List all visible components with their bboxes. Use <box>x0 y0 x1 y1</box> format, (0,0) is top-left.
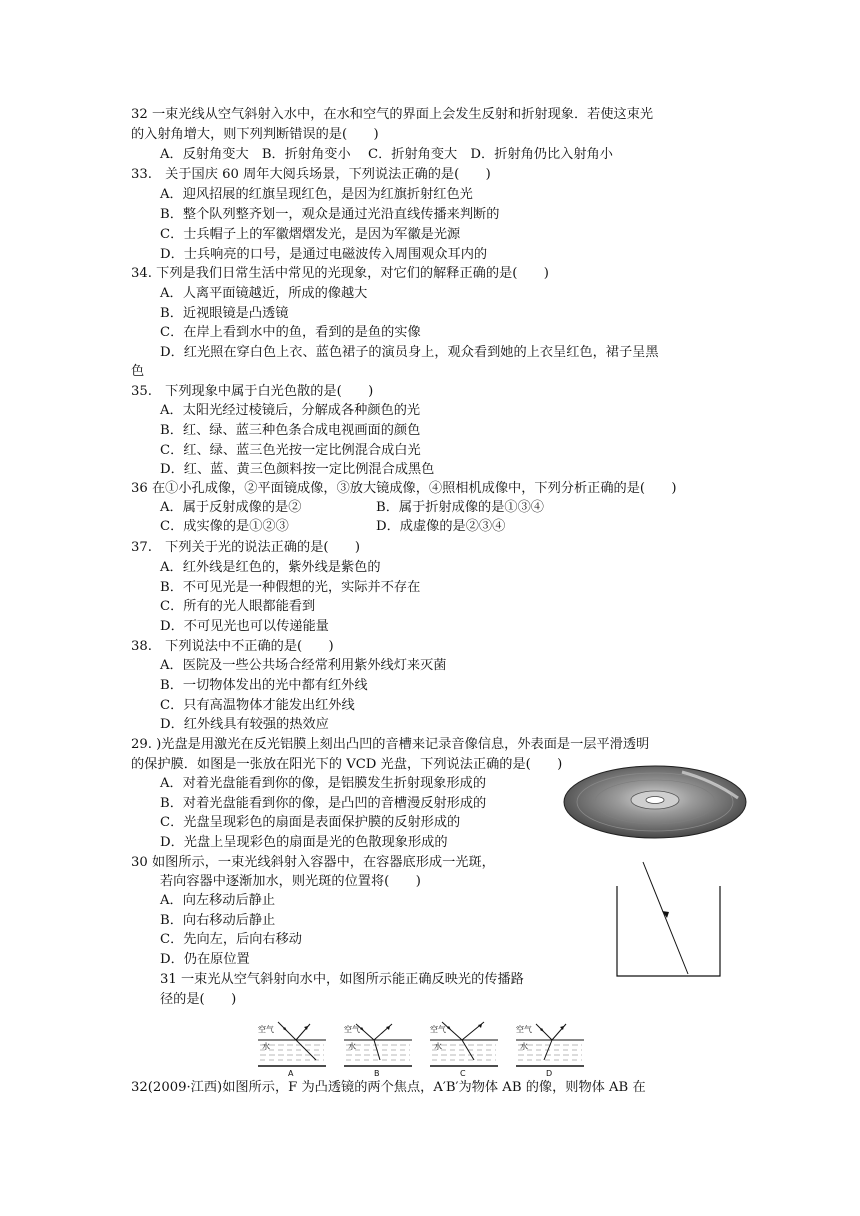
q30-option-b: B．向右移动后静止 <box>160 913 276 928</box>
q33-option-c: C．士兵帽子上的军徽熠熠发光，是因为军徽是光源 <box>160 227 461 242</box>
q30-option-c: C．先向左，后向右移动 <box>160 932 302 947</box>
q33-stem: 33. 关于国庆 60 周年大阅兵场景，下列说法正确的是( ) <box>131 167 491 182</box>
q36-option-a: A．属于反射成像的是② <box>160 500 302 515</box>
q29-option-b: B．对着光盘能看到你的像，是凸凹的音槽漫反射形成的 <box>160 796 487 811</box>
q34-option-b: B．近视眼镜是凸透镜 <box>160 306 289 321</box>
q37-stem: 37. 下列关于光的说法正确的是( ) <box>131 540 361 555</box>
q32a-line1: 32 一束光线从空气斜射入水中，在水和空气的界面上会发生反射和折射现象．若使这束光 <box>131 107 654 122</box>
q33-option-a: A．迎风招展的红旗呈现红色，是因为红旗折射红色光 <box>160 187 473 202</box>
q36-option-c: C．成实像的是①②③ <box>160 519 289 534</box>
q37-option-a: A．红外线是红色的，紫外线是紫色的 <box>160 560 381 575</box>
q34-option-c: C．在岸上看到水中的鱼，看到的是鱼的实像 <box>160 325 421 340</box>
q36-option-d: D．成虚像的是②③④ <box>376 519 506 534</box>
q35-option-a: A．太阳光经过棱镜后，分解成各种颜色的光 <box>160 403 421 418</box>
diagram-label-c: C <box>460 1069 466 1078</box>
q34-option-d-continued: 色 <box>131 364 145 379</box>
q29-line1: 29. )光盘是用激光在反光铝膜上刻出凸凹的音槽来记录音像信息，外表面是一层平滑透明 <box>131 737 650 752</box>
q38-option-d: D．红外线具有较强的热效应 <box>160 717 329 732</box>
q37-option-d: D．不可见光也可以传递能量 <box>160 619 329 634</box>
water-label-c: 水 <box>434 1042 442 1051</box>
q30-line2: 若向容器中逐渐加水，则光斑的位置将( ) <box>160 874 421 889</box>
q32a-options: A．反射角变大 B．折射角变小 C．折射角变大 D．折射角仍比入射角小 <box>160 147 613 162</box>
q32b-line1: 32(2009·江西)如图所示，F 为凸透镜的两个焦点，A′B′为物体 AB 的像，则物体 AB 在 <box>131 1080 646 1095</box>
q36-stem: 36 在①小孔成像，②平面镜成像，③放大镜成像，④照相机成像中，下列分析正确的是( ) <box>131 481 677 496</box>
q37-option-c: C．所有的光人眼都能看到 <box>160 599 316 614</box>
air-label-b: 空气 <box>344 1025 360 1034</box>
q33-option-b: B．整个队列整齐划一，观众是通过光沿直线传播来判断的 <box>160 207 500 222</box>
q31-line2: 径的是( ) <box>160 992 237 1007</box>
q36-option-b: B．属于折射成像的是①③④ <box>376 500 544 515</box>
q38-option-b: B．一切物体发出的光中都有红外线 <box>160 678 368 693</box>
q35-option-c: C．红、绿、蓝三色光按一定比例混合成白光 <box>160 443 421 458</box>
air-label-c: 空气 <box>430 1025 446 1034</box>
q34-stem: 34. 下列是我们日常生活中常见的光现象，对它们的解释正确的是( ) <box>131 266 549 281</box>
q34-option-d: D．红光照在穿白色上衣、蓝色裙子的演员身上，观众看到她的上衣呈红色，裙子呈黑 <box>160 345 659 360</box>
q30-option-d: D．仍在原位置 <box>160 952 250 967</box>
q37-option-b: B．不可见光是一种假想的光，实际并不存在 <box>160 580 421 595</box>
q38-option-a: A．医院及一些公共场合经常利用紫外线灯来灭菌 <box>160 658 447 673</box>
q29-option-d: D．光盘上呈现彩色的扇面是光的色散现象形成的 <box>160 835 448 850</box>
q30-option-a: A．向左移动后静止 <box>160 893 276 908</box>
diagram-label-a: A <box>288 1069 294 1078</box>
q35-option-d: D．红、蓝、黄三色颜料按一定比例混合成黑色 <box>160 462 435 477</box>
q38-option-c: C．只有高温物体才能发出红外线 <box>160 698 355 713</box>
q29-line2: 的保护膜．如图是一张放在阳光下的 VCD 光盘，下列说法正确的是( ) <box>131 757 563 772</box>
air-label-a: 空气 <box>258 1025 274 1034</box>
container-light-figure <box>612 856 724 980</box>
q33-option-d: D．士兵响亮的口号，是通过电磁波传入周围观众耳内的 <box>160 247 488 262</box>
q32a-line2: 的入射角增大，则下列判断错误的是( ) <box>131 127 379 142</box>
vcd-disc-figure <box>562 758 748 842</box>
q30-line1: 30 如图所示，一束光线斜射入容器中，在容器底形成一光斑， <box>131 855 495 870</box>
air-label-d: 空气 <box>516 1025 532 1034</box>
light-path-options-figure <box>256 1016 586 1078</box>
q31-line1: 31 一束光从空气斜射向水中，如图所示能正确反映光的传播路 <box>160 972 524 987</box>
q29-option-c: C．光盘呈现彩色的扇面是表面保护膜的反射形成的 <box>160 815 461 830</box>
water-label-d: 水 <box>520 1042 528 1051</box>
water-label-b: 水 <box>348 1042 356 1051</box>
q34-option-a: A．人离平面镜越近，所成的像越大 <box>160 286 368 301</box>
diagram-label-d: D <box>546 1069 553 1078</box>
diagram-label-b: B <box>374 1069 380 1078</box>
q35-option-b: B．红、绿、蓝三种色条合成电视画面的颜色 <box>160 423 421 438</box>
q35-stem: 35. 下列现象中属于白光色散的是( ) <box>131 384 374 399</box>
q38-stem: 38. 下列说法中不正确的是( ) <box>131 639 334 654</box>
water-label-a: 水 <box>262 1042 270 1051</box>
q29-option-a: A．对着光盘能看到你的像，是铝膜发生折射现象形成的 <box>160 776 487 791</box>
